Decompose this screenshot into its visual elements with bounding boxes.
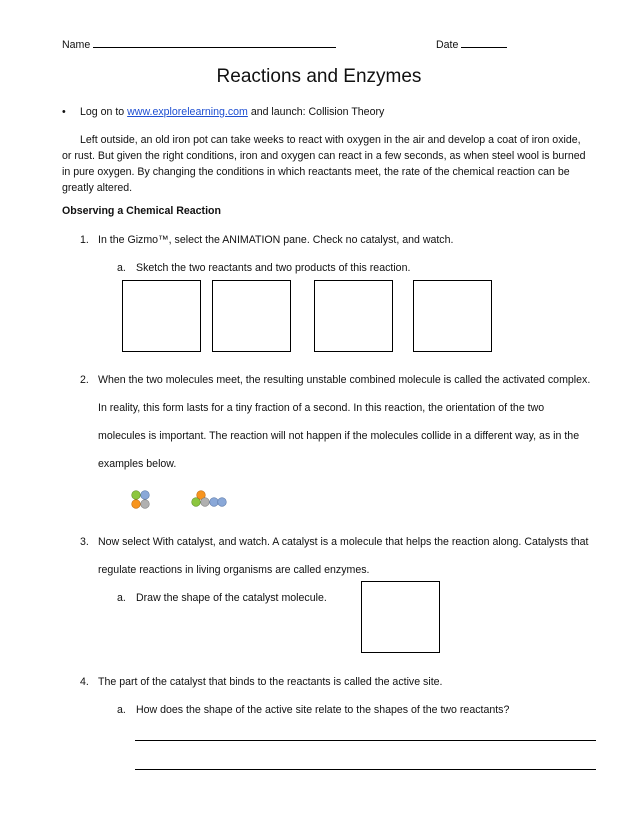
q4-number: 4. bbox=[80, 676, 89, 688]
section-heading: Observing a Chemical Reaction bbox=[62, 205, 221, 217]
intro-bullet bbox=[80, 104, 384, 120]
answer-line-2[interactable] bbox=[135, 769, 596, 770]
q2-line-2: In reality, this form lasts for a tiny fraction of a second. In this reaction, the orientation of the two bbox=[98, 402, 545, 414]
q3-line-2: regulate reactions in living organisms are called enzymes. bbox=[98, 564, 370, 576]
intro-bullet-prefix: Log on to bbox=[80, 106, 125, 118]
q1a-text: Sketch the two reactants and two products of this reaction. bbox=[136, 262, 411, 274]
q3a-letter: a. bbox=[117, 592, 126, 604]
date-field[interactable] bbox=[436, 37, 507, 53]
q1-number: 1. bbox=[80, 234, 89, 246]
q1a-letter: a. bbox=[117, 262, 126, 274]
sketch-box-product-2[interactable] bbox=[413, 280, 492, 352]
sketch-box-reactant-2[interactable] bbox=[212, 280, 291, 352]
q4a-letter: a. bbox=[117, 704, 126, 716]
q2-line-4: examples below. bbox=[98, 458, 177, 470]
q2-line-1: When the two molecules meet, the resulting unstable combined molecule is called the activated complex. bbox=[98, 374, 591, 386]
sketch-box-product-1[interactable] bbox=[314, 280, 393, 352]
name-label: Name bbox=[62, 39, 91, 51]
explorelearning-link[interactable]: www.explorelearning.com bbox=[127, 106, 248, 118]
molecule-example-1-image bbox=[128, 488, 158, 512]
date-blank[interactable] bbox=[461, 47, 507, 48]
name-field[interactable] bbox=[62, 37, 336, 53]
q3-number: 3. bbox=[80, 536, 89, 548]
bullet-icon: • bbox=[62, 106, 66, 118]
date-label: Date bbox=[436, 39, 459, 51]
intro-paragraph: Left outside, an old iron pot can take weeks to react with oxygen in the air and develop a coat of iron oxide, or rust. But given the right conditions, iron and oxygen can react in a few seconds, as when steel wool is burned in pure oxygen. By changing the conditions in which reactants meet, the rate of the chemical reaction can be greatly altered. bbox=[62, 134, 586, 194]
molecule-example-2-image bbox=[190, 490, 228, 510]
q3a-text: Draw the shape of the catalyst molecule. bbox=[136, 592, 327, 604]
page-title: Reactions and Enzymes bbox=[216, 66, 422, 87]
answer-line-1[interactable] bbox=[135, 740, 596, 741]
sketch-box-reactant-1[interactable] bbox=[122, 280, 201, 352]
intro-bullet-suffix: and launch: Collision Theory bbox=[250, 106, 385, 118]
q4a-text: How does the shape of the active site relate to the shapes of the two reactants? bbox=[136, 704, 510, 716]
catalyst-drawing-box[interactable] bbox=[361, 581, 440, 653]
q3-line-1: Now select With catalyst, and watch. A catalyst is a molecule that helps the reaction along. Catalysts that bbox=[98, 536, 589, 548]
q1-text: In the Gizmo™, select the ANIMATION pane. Check no catalyst, and watch. bbox=[98, 234, 454, 246]
q2-number: 2. bbox=[80, 374, 89, 386]
q4-text: The part of the catalyst that binds to the reactants is called the active site. bbox=[98, 676, 443, 688]
q2-line-3: molecules is important. The reaction will not happen if the molecules collide in a different way, as in the bbox=[98, 430, 580, 442]
name-blank[interactable] bbox=[93, 47, 336, 48]
